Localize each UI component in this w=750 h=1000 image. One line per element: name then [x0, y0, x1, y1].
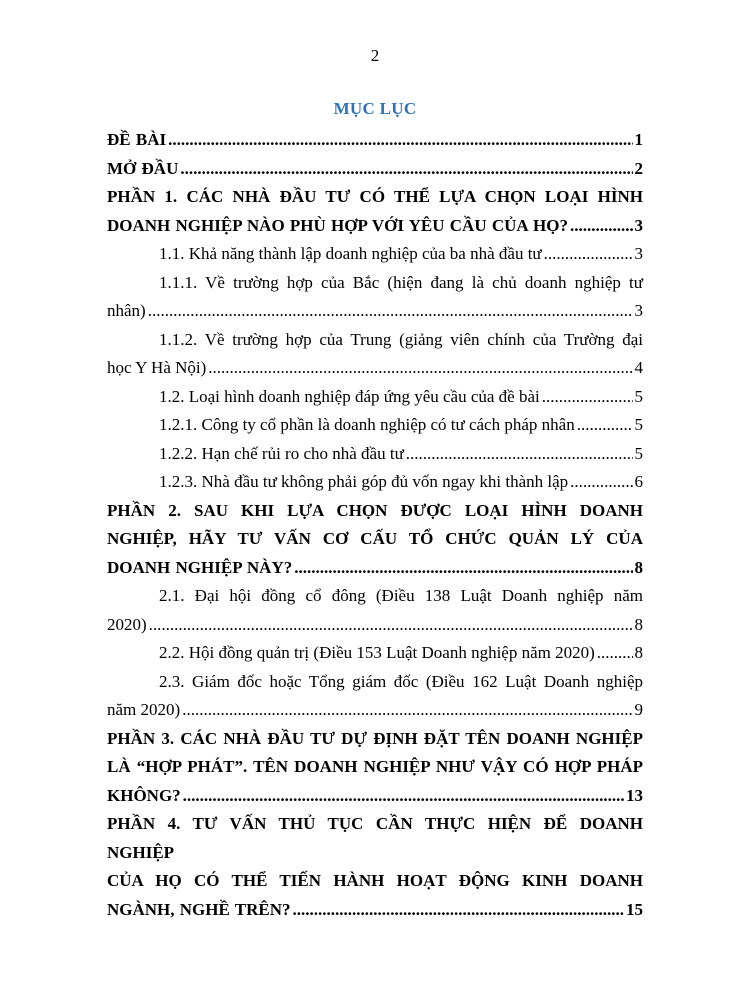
toc-entry-line: PHẦN 3. CÁC NHÀ ĐẦU TƯ DỰ ĐỊNH ĐẶT TÊN DOANH NGHIỆP: [107, 728, 643, 748]
toc-entry-1-1-2[interactable]: [107, 326, 643, 383]
toc-page-number: 13: [626, 785, 643, 805]
dot-leader: [182, 696, 632, 725]
page-number: 2: [370, 46, 380, 65]
dot-leader: [570, 212, 633, 241]
toc-entry-text: 1.2.3. Nhà đầu tư không phải góp đủ vốn ngay khi thành lập: [159, 472, 569, 491]
toc-page-number: 15: [626, 899, 643, 919]
toc-page-number: 5: [634, 443, 643, 463]
toc-page-number: 8: [634, 643, 643, 662]
toc-page-number: 9: [634, 700, 643, 719]
toc-entry-text: ĐỀ BÀI: [107, 130, 167, 149]
dot-leader: [293, 896, 624, 925]
toc-entry-2-2[interactable]: [107, 639, 643, 668]
toc-title: MỤC LỤC: [333, 99, 417, 118]
toc-entry-line: năm 2020): [107, 700, 181, 719]
dot-leader: [183, 782, 624, 811]
toc-entry-line: KHÔNG?: [107, 785, 181, 805]
toc-entry-mo-dau[interactable]: [107, 155, 643, 184]
toc-page-number: 5: [634, 415, 643, 434]
toc-page-number: 6: [634, 472, 643, 491]
toc-entry-line: PHẦN 1. CÁC NHÀ ĐẦU TƯ CÓ THỂ LỰA CHỌN LOẠI HÌNH: [107, 187, 643, 206]
dot-leader: [542, 383, 633, 412]
toc-entry-2-3[interactable]: [107, 668, 643, 725]
toc-entry-phan-3[interactable]: [107, 725, 643, 811]
dot-leader: [208, 354, 632, 383]
toc-entry-phan-4[interactable]: [107, 810, 643, 924]
dot-leader: [544, 240, 633, 269]
toc-entry-line: DOANH NGHIỆP NÀO PHÙ HỢP VỚI YÊU CẦU CỦA HỌ?: [107, 215, 568, 235]
toc-entry-text: 2.2. Hội đồng quản trị (Điều 153 Luật Doanh nghiệp năm 2020): [159, 643, 595, 662]
toc-page-number: 2: [634, 158, 643, 178]
toc-entry-line: DOANH NGHIỆP NÀY?: [107, 557, 293, 577]
dot-leader: [149, 611, 633, 640]
toc-entry-line: PHẦN 4. TƯ VẤN THỦ TỤC CẦN THỰC HIỆN ĐỂ DOANH NGHIỆP: [107, 814, 643, 862]
dot-leader: [294, 554, 632, 583]
toc-entry-text: 1.2. Loại hình doanh nghiệp đáp ứng yêu cầu của đề bài: [159, 386, 540, 406]
toc-entry-1-1[interactable]: [107, 240, 643, 269]
dot-leader: [180, 155, 632, 184]
toc-page-number: 5: [634, 386, 643, 406]
toc-entry-line: 2020): [107, 614, 147, 634]
toc-entry-line: CỦA HỌ CÓ THỂ TIẾN HÀNH HOẠT ĐỘNG KINH DOANH: [107, 871, 643, 890]
toc-entry-line: NGÀNH, NGHỀ TRÊN?: [107, 899, 291, 919]
toc-entry-1-2-3[interactable]: [107, 468, 643, 497]
toc-entry-line: 1.1.2. Về trường hợp của Trung (giảng viên chính của Trường đại: [159, 329, 643, 349]
dot-leader: [570, 468, 632, 497]
toc-page-number: 3: [634, 244, 643, 263]
dot-leader: [577, 411, 633, 440]
toc-entry-de-bai[interactable]: [107, 126, 643, 155]
toc-entry-line: LÀ “HỢP PHÁT”. TÊN DOANH NGHIỆP NHƯ VẬY CÓ HỢP PHÁP: [107, 757, 643, 776]
toc-entry-phan-1[interactable]: [107, 183, 643, 240]
toc-entry-text: 1.2.1. Công ty cổ phần là doanh nghiệp có tư cách pháp nhân: [159, 415, 575, 434]
toc-page-number: 8: [634, 614, 643, 634]
dot-leader: [148, 297, 633, 326]
toc-entry-1-2[interactable]: [107, 383, 643, 412]
dot-leader: [168, 126, 632, 155]
toc-entry-1-2-2[interactable]: [107, 440, 643, 469]
toc-entry-text: 1.2.2. Hạn chế rủi ro cho nhà đầu tư: [159, 443, 404, 463]
toc-entry-2-1[interactable]: [107, 582, 643, 639]
toc-entry-1-1-1[interactable]: [107, 269, 643, 326]
toc-page-number: 3: [634, 215, 643, 235]
toc-entry-phan-2[interactable]: [107, 497, 643, 583]
table-of-contents: [107, 126, 643, 924]
toc-entry-text: 1.1. Khả năng thành lập doanh nghiệp của ba nhà đầu tư: [159, 244, 542, 263]
toc-entry-line: 2.3. Giám đốc hoặc Tổng giám đốc (Điều 162 Luật Doanh nghiệp: [159, 671, 643, 691]
toc-entry-line: 1.1.1. Về trường hợp của Bắc (hiện đang là chủ doanh nghiệp tư: [159, 272, 643, 292]
toc-page-number: 4: [634, 358, 643, 377]
toc-page-number: 3: [634, 301, 643, 320]
toc-entry-line: 2.1. Đại hội đồng cổ đông (Điều 138 Luật Doanh nghiệp năm: [159, 586, 643, 605]
toc-page-number: 8: [634, 557, 643, 577]
toc-entry-1-2-1[interactable]: [107, 411, 643, 440]
toc-entry-line: nhân): [107, 301, 146, 320]
dot-leader: [406, 440, 633, 469]
toc-entry-line: PHẦN 2. SAU KHI LỰA CHỌN ĐƯỢC LOẠI HÌNH DOANH: [107, 500, 643, 520]
toc-entry-line: NGHIỆP, HÃY TƯ VẤN CƠ CẤU TỔ CHỨC QUẢN LÝ CỦA: [107, 529, 643, 548]
toc-entry-line: học Y Hà Nội): [107, 358, 207, 377]
toc-page-number: 1: [634, 130, 643, 149]
toc-entry-text: MỞ ĐẦU: [107, 158, 179, 178]
dot-leader: [597, 639, 633, 668]
